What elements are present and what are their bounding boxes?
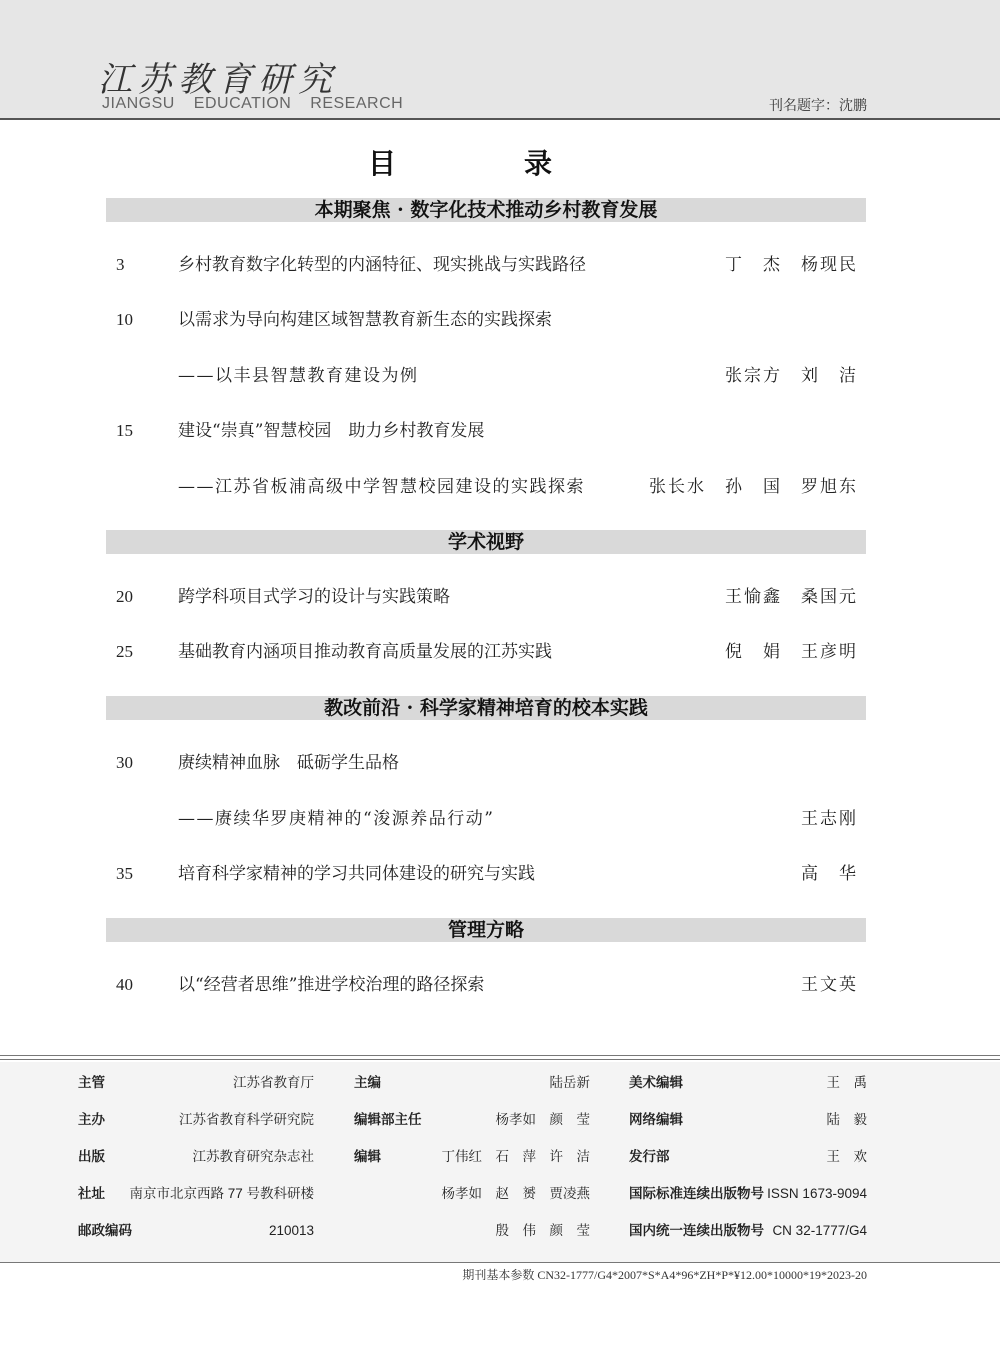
page-number: 40 [116, 975, 133, 994]
masthead-value: 杨孝如 颜 莹 [495, 1112, 590, 1127]
masthead-row [0, 1184, 1000, 1204]
toc-entry[interactable] [0, 971, 1000, 999]
toc-entry-subtitle[interactable] [0, 362, 1000, 390]
masthead-label: 发行部 [629, 1149, 670, 1164]
article-title: 以“经营者思维”推进学校治理的路径探索 [178, 975, 485, 995]
masthead-row [0, 1073, 1000, 1093]
masthead-value: CN 32-1777/G4 [772, 1223, 867, 1238]
masthead-label: 国际标准连续出版物号 [629, 1186, 764, 1201]
masthead-label: 主办 [78, 1112, 105, 1127]
page-number: 3 [116, 255, 125, 274]
section-header-management: 管理方略 [106, 918, 866, 942]
section-header-reform: 教改前沿 · 科学家精神培育的校本实践 [106, 696, 866, 720]
toc-entry[interactable] [0, 638, 1000, 666]
masthead-label: 美术编辑 [629, 1075, 683, 1090]
page-header [0, 0, 1000, 118]
article-author: 王愉鑫 桑国元 [725, 587, 858, 607]
article-author: 张长水 孙 国 罗旭东 [649, 477, 858, 497]
article-author: 高 华 [801, 864, 858, 884]
masthead-label: 国内统一连续出版物号 [629, 1223, 764, 1238]
masthead-label: 编辑部主任 [354, 1112, 422, 1127]
section-header-academic: 学术视野 [106, 530, 866, 554]
article-title: 基础教育内涵项目推动教育高质量发展的江苏实践 [178, 642, 552, 662]
masthead-value: 杨孝如 赵 赟 贾凌燕 [441, 1186, 590, 1201]
article-title: 赓续精神血脉 砥砺学生品格 [178, 753, 399, 773]
masthead-label: 网络编辑 [629, 1112, 683, 1127]
footer-divider-top [0, 1055, 1000, 1056]
toc-entry[interactable] [0, 306, 1000, 334]
section-header-focus: 本期聚焦 · 数字化技术推动乡村教育发展 [106, 198, 866, 222]
article-title: 乡村教育数字化转型的内涵特征、现实挑战与实践路径 [178, 255, 586, 275]
masthead-label: 社址 [78, 1186, 105, 1201]
masthead-row [0, 1110, 1000, 1130]
masthead-row [0, 1147, 1000, 1167]
masthead-label: 主编 [354, 1075, 381, 1090]
article-subtitle: ——以丰县智慧教育建设为例 [178, 366, 419, 386]
article-author: 王文英 [801, 975, 858, 995]
masthead-value: 王 禹 [826, 1075, 867, 1090]
page-number: 10 [116, 310, 133, 329]
article-title: 培育科学家精神的学习共同体建设的研究与实践 [178, 864, 535, 884]
article-title: 以需求为导向构建区域智慧教育新生态的实践探索 [178, 310, 552, 330]
footer-divider-bottom [0, 1262, 1000, 1263]
masthead-label: 邮政编码 [78, 1223, 132, 1238]
masthead-row [0, 1221, 1000, 1241]
article-subtitle: ——赓续华罗庚精神的“浚源养品行动” [178, 809, 495, 829]
article-title: 建设“崇真”智慧校园 助力乡村教育发展 [178, 421, 485, 441]
toc-entry[interactable] [0, 583, 1000, 611]
journal-parameters: 期刊基本参数 CN32-1777/G4*2007*S*A4*96*ZH*P*¥12.00*10000*19*2023-20 [462, 1268, 867, 1282]
article-subtitle: ——江苏省板浦高级中学智慧校园建设的实践探索 [178, 477, 585, 497]
masthead-value: 210013 [268, 1223, 314, 1238]
footer-divider-top-2 [0, 1059, 1000, 1060]
toc-heading: 目 录 [367, 147, 602, 180]
masthead-value: 王 欢 [826, 1149, 867, 1164]
masthead-value: 丁伟红 石 萍 许 洁 [441, 1149, 590, 1164]
toc-entry-subtitle[interactable] [0, 805, 1000, 833]
page-number: 25 [116, 642, 133, 661]
title-inscription: 刊名题字：沈鹏 [769, 98, 867, 114]
page-number: 35 [116, 864, 133, 883]
page-number: 20 [116, 587, 133, 606]
header-divider [0, 118, 1000, 120]
masthead-label: 主管 [78, 1075, 105, 1090]
toc-entry[interactable] [0, 749, 1000, 777]
masthead-value: 陆岳新 [549, 1075, 590, 1090]
masthead-value: ISSN 1673-9094 [767, 1186, 867, 1201]
journal-logo-en: JIANGSU EDUCATION RESEARCH [102, 95, 404, 112]
page-number: 15 [116, 421, 133, 440]
article-author: 倪 娟 王彦明 [725, 642, 858, 662]
toc-entry[interactable] [0, 417, 1000, 445]
toc-entry[interactable] [0, 251, 1000, 279]
article-author: 王志刚 [801, 809, 858, 829]
masthead-label: 出版 [78, 1149, 105, 1164]
masthead-value: 南京市北京西路 77 号教科研楼 [129, 1186, 314, 1201]
article-title: 跨学科项目式学习的设计与实践策略 [178, 587, 450, 607]
masthead-value: 江苏省教育厅 [233, 1075, 314, 1090]
toc-entry[interactable] [0, 860, 1000, 888]
masthead-value: 陆 毅 [826, 1112, 867, 1127]
page-number: 30 [116, 753, 133, 772]
toc-entry-subtitle[interactable] [0, 473, 1000, 501]
masthead-value: 殷 伟 颜 莹 [495, 1223, 590, 1238]
article-author: 丁 杰 杨现民 [725, 255, 858, 275]
article-author: 张宗方 刘 洁 [725, 366, 858, 386]
journal-logo-cn: 江苏教育研究 [98, 60, 338, 100]
masthead-value: 江苏教育研究杂志社 [192, 1149, 314, 1164]
masthead-value: 江苏省教育科学研究院 [179, 1112, 314, 1127]
masthead-label: 编辑 [354, 1149, 381, 1164]
